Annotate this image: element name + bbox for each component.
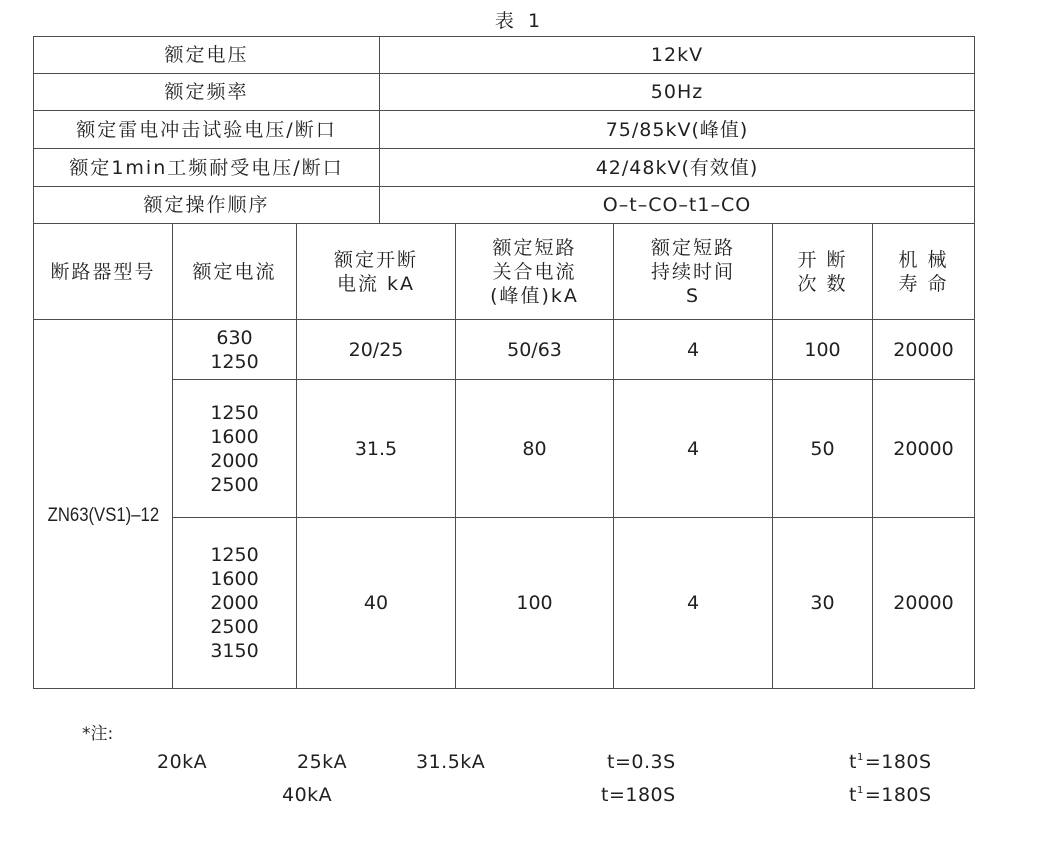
header-breaking-operations: 开 断 次 数 xyxy=(773,224,873,320)
operations-cell: 100 xyxy=(773,320,873,380)
duration-cell: 4 xyxy=(614,380,773,518)
header-making-current: 额定短路 关合电流 (峰值)kA xyxy=(456,224,614,320)
notes-title: *注: xyxy=(82,724,114,744)
note-text: =180S xyxy=(864,751,932,773)
header-short-circuit-duration: 额定短路 持续时间 S xyxy=(614,224,773,320)
model-cell xyxy=(34,320,173,689)
mechanical-life-cell: 20000 xyxy=(873,518,975,689)
note-item: 20kA xyxy=(157,751,208,773)
header-mechanical-life: 机 械 寿 命 xyxy=(873,224,975,320)
note-text: =180S xyxy=(864,784,932,806)
note-item: t=180S xyxy=(601,784,676,806)
note-item: 31.5kA xyxy=(416,751,486,773)
table-row xyxy=(34,380,975,518)
note-item: 40kA xyxy=(282,784,333,806)
making-current-cell: 100 xyxy=(456,518,614,689)
duration-cell: 4 xyxy=(614,518,773,689)
rating-value: 75/85kV(峰值) xyxy=(380,111,975,149)
rating-row-operating-sequence xyxy=(34,187,975,224)
header-breaking-current: 额定开断 电流 kA xyxy=(297,224,456,320)
operations-cell: 30 xyxy=(773,518,873,689)
rated-current-cell: 1250 1600 2000 2500 3150 xyxy=(173,518,297,689)
note-superscript: 1 xyxy=(856,785,864,796)
rating-label: 额定操作顺序 xyxy=(34,187,380,224)
mechanical-life-cell: 20000 xyxy=(873,320,975,380)
note-superscript: 1 xyxy=(856,752,864,763)
rating-value: O–t–CO–t1–CO xyxy=(380,187,975,224)
breaking-current-cell: 40 xyxy=(297,518,456,689)
table-caption: 表 1 xyxy=(494,10,545,32)
making-current-cell: 80 xyxy=(456,380,614,518)
duration-cell: 4 xyxy=(614,320,773,380)
rating-label: 额定雷电冲击试验电压/断口 xyxy=(34,111,380,149)
note-item xyxy=(849,784,932,806)
mechanical-life-cell: 20000 xyxy=(873,380,975,518)
note-text: t xyxy=(849,784,857,806)
rated-current-cell: 1250 1600 2000 2500 xyxy=(173,380,297,518)
note-item: t=0.3S xyxy=(607,751,676,773)
rating-row-frequency xyxy=(34,74,975,111)
breaking-current-cell: 20/25 xyxy=(297,320,456,380)
spec-table xyxy=(33,36,975,689)
rating-label: 额定1min工频耐受电压/断口 xyxy=(34,149,380,187)
header-model: 断路器型号 xyxy=(34,224,173,320)
note-text: t xyxy=(849,751,857,773)
table-row xyxy=(34,320,975,380)
note-item: 25kA xyxy=(297,751,348,773)
model-name: ZN63(VS1)–12 xyxy=(47,505,159,526)
rating-row-power-frequency xyxy=(34,149,975,187)
rating-value: 50Hz xyxy=(380,74,975,111)
header-rated-current: 额定电流 xyxy=(173,224,297,320)
rating-row-lightning-impulse xyxy=(34,111,975,149)
rating-row-voltage xyxy=(34,37,975,74)
column-header-row xyxy=(34,224,975,320)
rating-label: 额定频率 xyxy=(34,74,380,111)
operations-cell: 50 xyxy=(773,380,873,518)
rated-current-cell: 630 1250 xyxy=(173,320,297,380)
rating-value: 42/48kV(有效值) xyxy=(380,149,975,187)
making-current-cell: 50/63 xyxy=(456,320,614,380)
breaking-current-cell: 31.5 xyxy=(297,380,456,518)
table-row xyxy=(34,518,975,689)
rating-label: 额定电压 xyxy=(34,37,380,74)
rating-value: 12kV xyxy=(380,37,975,74)
note-item xyxy=(849,751,932,773)
